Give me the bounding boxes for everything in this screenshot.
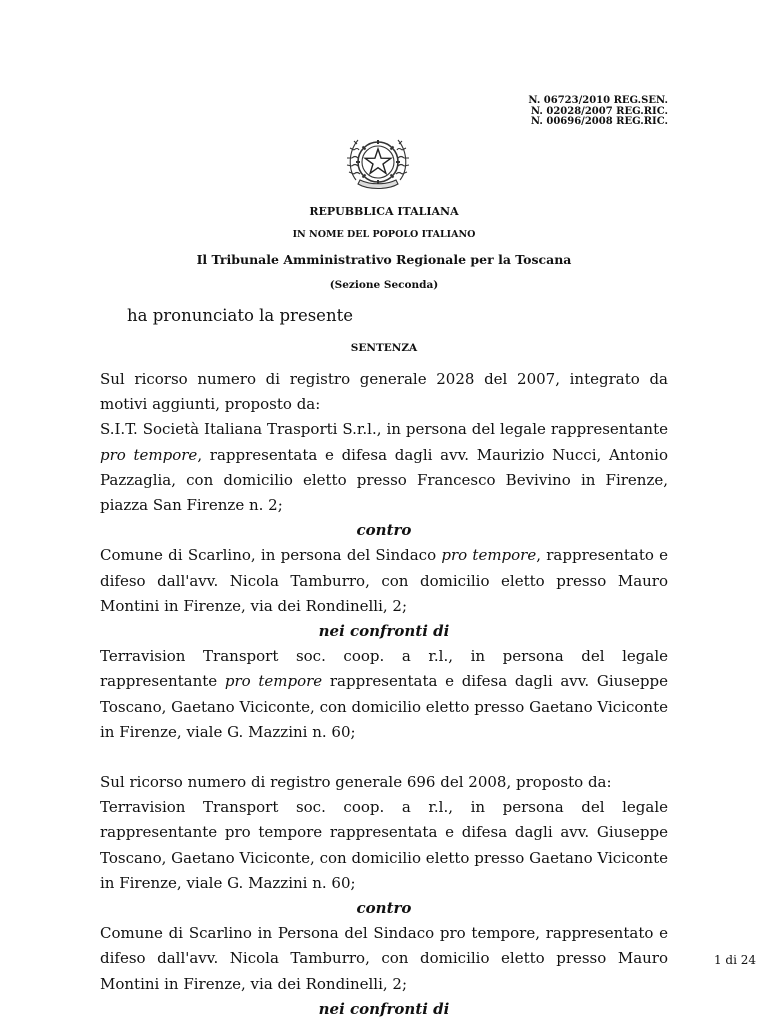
court-section: (Sezione Seconda) <box>329 279 439 291</box>
case2-resistente: Comune di Scarlino in Persona del Sindaco pro tempore, rappresentato e difeso dall'avv. Nicola Tamburro, con domicilio eletto presso Mauro Montini in Firenze, via dei Rondinelli, 2; <box>100 924 668 993</box>
sentence-number: N. 06723/2010 REG.SEN. <box>528 95 668 106</box>
case2-contro: contro <box>356 899 412 918</box>
case1-resistente-italic: pro tempore <box>441 546 537 565</box>
case1-ricorrente-text-2: , rappresentata e difesa dagli avv. Maurizio Nucci, Antonio Pazzaglia, con domicilio eletto presso Francesco Bevivino in Firenze, piazza San Firenze n. 2; <box>100 445 668 515</box>
paragraph-gap <box>100 745 668 770</box>
case2-nei-confronti: nei confronti di <box>318 999 450 1018</box>
court-name: Il Tribunale Amministrativo Regionale per la Toscana <box>196 252 572 267</box>
in-name-of-people-heading: IN NOME DEL POPOLO ITALIANO <box>292 229 476 240</box>
pronounced-line: ha pronunciato la presente <box>127 306 353 325</box>
case1-ricorrente-text: S.I.T. Società Italiana Trasporti S.r.l., in persona del legale rappresentante <box>100 420 668 439</box>
document-body <box>100 367 668 1022</box>
case1-nei-confronti: nei confronti di <box>318 622 450 641</box>
case1-intro: Sul ricorso numero di registro generale 2028 del 2007, integrato da motivi aggiunti, proposto da: <box>100 370 668 414</box>
case2-ricorrente: Terravision Transport soc. coop. a r.l., in persona del legale rappresentante pro tempore rappresentata e difesa dagli avv. Giuseppe Toscano, Gaetano Viciconte, con domicilio eletto presso Gaetano Viciconte in Firenze, viale G. Mazzini n. 60; <box>100 798 668 892</box>
sentence-heading: SENTENZA <box>350 342 418 354</box>
case1-controinteressato <box>100 644 668 745</box>
page-indicator: 1 di 24 <box>713 953 756 967</box>
case1-resistente-text-2: , rappresentato e difeso dall'avv. Nicola Tamburro, con domicilio eletto presso Mauro Montini in Firenze, via dei Rondinelli, 2; <box>100 546 669 615</box>
case-reference-numbers <box>528 96 668 128</box>
case1-contro: contro <box>356 521 412 540</box>
case1-controinteressato-italic: pro tempore <box>224 672 323 691</box>
case1-resistente-text: Comune di Scarlino, in persona del Sindaco <box>100 546 442 565</box>
case1-controinteressato-text: Terravision Transport soc. coop. a r.l., in persona del legale rappresentante <box>100 647 668 691</box>
italian-republic-emblem-icon <box>344 128 412 194</box>
case1-ricorrente-italic: pro tempore <box>100 445 198 464</box>
case1-resistente <box>100 543 668 619</box>
case1-ricorrente <box>100 417 668 518</box>
appeal-number-2007: N. 02028/2007 REG.RIC. <box>530 105 668 117</box>
case1-controinteressato-text-2: rappresentata e difesa dagli avv. Giuseppe Toscano, Gaetano Viciconte, con domicilio eletto presso Gaetano Viciconte in Firenze, viale G. Mazzini n. 60; <box>100 672 668 741</box>
republic-heading: REPUBBLICA ITALIANA <box>309 205 459 218</box>
appeal-number-2008: N. 00696/2008 REG.RIC. <box>530 116 668 127</box>
case2-intro: Sul ricorso numero di registro generale 696 del 2008, proposto da: <box>100 773 612 792</box>
